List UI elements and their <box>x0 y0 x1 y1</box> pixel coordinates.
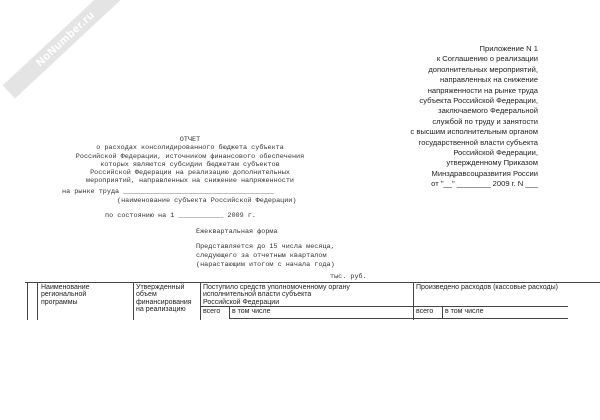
header-program: Наименование региональной программы <box>41 284 90 306</box>
rlines-line: мероприятий, направленных на снижение напряженности <box>85 177 295 186</box>
report-title <box>40 136 340 186</box>
header-approved: Утвержденный объем финансирования на реализацию <box>136 284 192 314</box>
appendix-line: государственной власти субъекта <box>418 137 538 147</box>
appendix-line: с высшим исполнительным органом <box>410 127 538 137</box>
appendix-line: заключаемого Федеральной <box>438 106 538 116</box>
region-caption: (наименование субъекта Российской Федерации) <box>117 197 297 205</box>
received-including: в том числе <box>232 308 271 315</box>
appendix-line: от "__" ________ 2009 г. N ___ <box>431 179 538 189</box>
appendix-line: Приложение N 1 <box>479 44 538 53</box>
appendix-line: к Соглашению о реализации <box>436 54 538 64</box>
header-spent: Произведено расходов (кассовые расходы) <box>416 284 558 291</box>
header-received: Поступило средств уполномоченному органу исполнительной власти субъекта Российской Федерации <box>203 284 350 306</box>
appendix-line: Российской Федерации, <box>453 148 538 158</box>
units: тыс. руб. <box>330 273 367 281</box>
rlines-line: Российской Федерации, источником финансового обеспечения <box>75 152 305 161</box>
deadline-line: (нарастающим итогом с начала года) <box>196 261 335 269</box>
region-field[interactable]: на рынке труда _____________________________________ <box>62 188 275 196</box>
appendix-line: службой по труду и занятости <box>432 116 538 126</box>
received-total: всего <box>203 308 221 315</box>
deadline-note <box>196 243 335 270</box>
rlines-line: которых являются субсидии бюджетам субъектов <box>100 160 280 169</box>
form-type: Ежеквартальная форма <box>196 228 278 236</box>
appendix-line: субъекта Российской Федерации, <box>419 96 538 106</box>
appendix-line: Минздравсоцразвития России <box>431 168 538 178</box>
appendix-line: напряженности на рынке труда <box>427 85 538 95</box>
spent-total: всего <box>416 308 434 315</box>
appendix-line: направленных на снижение <box>440 75 538 85</box>
appendix-header <box>410 44 538 190</box>
deadline-line: следующего за отчетным кварталом <box>196 252 327 260</box>
as-of-date: по состоянию на 1 ___________ 2009 г. <box>105 212 256 220</box>
appendix-line: дополнительных мероприятий, <box>428 64 538 74</box>
watermark: NoNumber.ru <box>3 0 129 99</box>
report-heading: ОТЧЕТ <box>179 136 201 144</box>
appendix-line: утвержденному Приказом <box>446 158 538 168</box>
deadline-line: Представляется до 15 числа месяца, <box>196 243 335 251</box>
rlines-line: о расходах консолидированного бюджета субъекта <box>96 144 284 153</box>
spent-including: в том числе <box>445 308 484 315</box>
rlines-line: Российской Федерации на реализацию дополнительных <box>90 169 290 178</box>
